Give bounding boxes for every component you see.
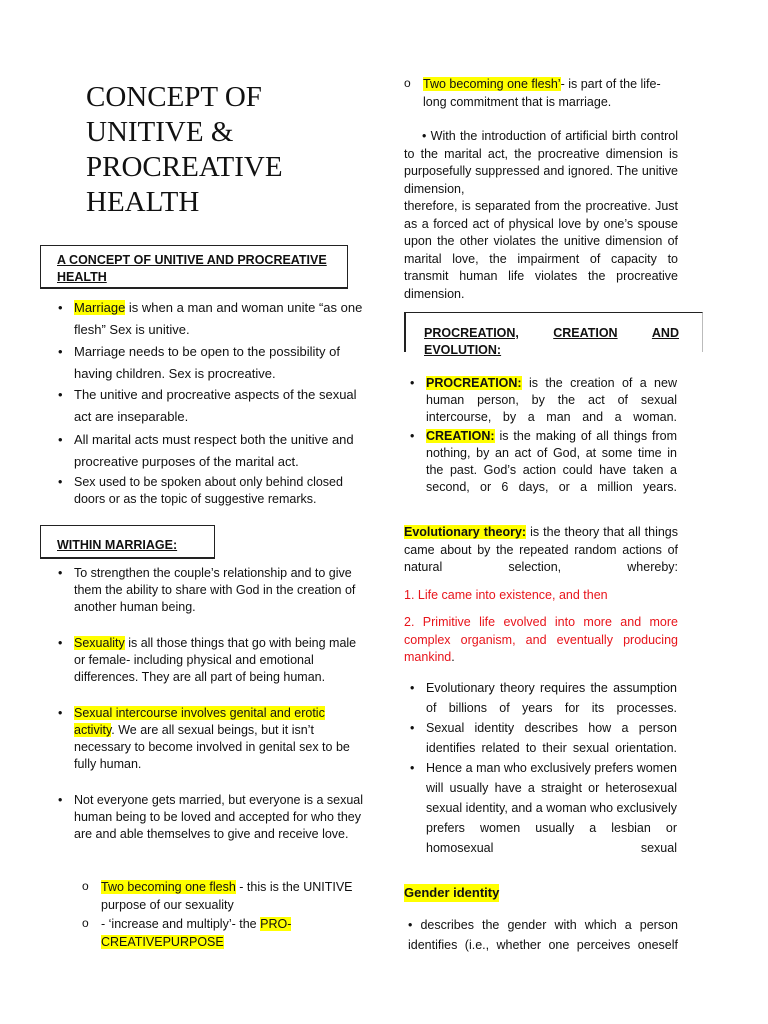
paragraph: 1. Life came into existence, and then — [404, 588, 608, 602]
paragraph: Evolutionary theory: is the theory that all things came about by the repeated random actions of natural selection, whereby: — [404, 525, 679, 574]
list-item: • Marriage needs to be open to the possibility of having children. Sex is procreative. — [74, 341, 364, 384]
list-item: • To strengthen the couple’s relationship and to give them the ability to share with God in the creation of another human being. — [74, 565, 366, 616]
list-item: • Hence a man who exclusively prefers women will usually have a straight or heterosexual sexual identity, and a woman who exclusively prefers women usually a lesbian or homosexual sexual — [426, 758, 677, 878]
section-heading: A CONCEPT OF UNITIVE AND PROCREATIVE HEALTH — [57, 253, 327, 284]
section-heading-box — [40, 245, 348, 289]
title-line: HEALTH — [86, 186, 200, 218]
title-line: UNITIVE & — [86, 116, 234, 148]
sub-list-item: o Two becoming one flesh’- is part of the life-long commitment that is marriage. — [423, 76, 683, 111]
list-item: • Marriage is when a man and woman unite “as one flesh” Sex is unitive. — [74, 297, 364, 340]
paragraph: 2. Primitive life evolved into more and more complex organism, and eventually producing mankind. — [404, 615, 678, 664]
list-item: • Evolutionary theory requires the assumption of billions of years for its processes. — [426, 678, 677, 738]
section-heading-box — [404, 312, 703, 357]
section-heading: Gender identity — [404, 885, 500, 900]
list-item: • Sexual intercourse involves genital and erotic activity. We are all sexual beings, but it isn’t necessary to become involved in genital sex to be fully human. — [74, 705, 366, 773]
list-item: • PROCREATION: is the creation of a new human person, by the act of sexual intercourse, by a man and a woman. — [426, 375, 677, 443]
section-heading-box — [40, 525, 215, 559]
sub-list-item: o - ‘increase and multiply’- the PRO-CREATIVEPURPOSE — [101, 916, 316, 951]
title-line: CONCEPT OF — [86, 81, 262, 113]
list-item: • Sexual identity describes how a person identifies related to their sexual orientation. — [426, 718, 677, 778]
section-heading: PROCREATION, CREATION AND EVOLUTION: — [424, 326, 679, 357]
list-item: • Not everyone gets married, but everyone is a sexual human being to be loved and accepted for who they are and able themselves to give and receive love. — [74, 792, 366, 843]
paragraph: • describes the gender with which a person identifies (i.e., whether one perceives oneself — [408, 918, 678, 952]
list-item: • All marital acts must respect both the unitive and procreative purposes of the marital act. — [74, 429, 364, 472]
paragraph: therefore, is separated from the procreative. Just as a forced act of physical love by one’s spouse upon the other violates the unitive dimension of marital love, the impairment of capacity to transmit human life violates the procreative dimension. — [404, 199, 678, 301]
section-heading: WITHIN MARRIAGE: — [57, 538, 178, 552]
title-line: PROCREATIVE — [86, 151, 283, 183]
list-item: • The unitive and procreative aspects of the sexual act are inseparable. — [74, 384, 364, 427]
list-item: • Sexuality is all those things that go with being male or female- including physical and emotional differences. They are all part of being human. — [74, 635, 366, 686]
page-title — [86, 80, 346, 220]
list-item: • CREATION: is the making of all things from nothing, by an act of God, at some time in the past. God’s action could have taken a second, or 6 days, or a million years. — [426, 428, 677, 513]
paragraph: • With the introduction of artificial birth control to the marital act, the procreative dimension is purposefully suppressed and ignored. The unitive dimension, — [404, 129, 678, 196]
sub-list-item: o Two becoming one flesh - this is the UNITIVE purpose of our sexuality — [101, 879, 361, 914]
list-item: • Sex used to be spoken about only behind closed doors or as the topic of suggestive remarks. — [74, 474, 364, 508]
